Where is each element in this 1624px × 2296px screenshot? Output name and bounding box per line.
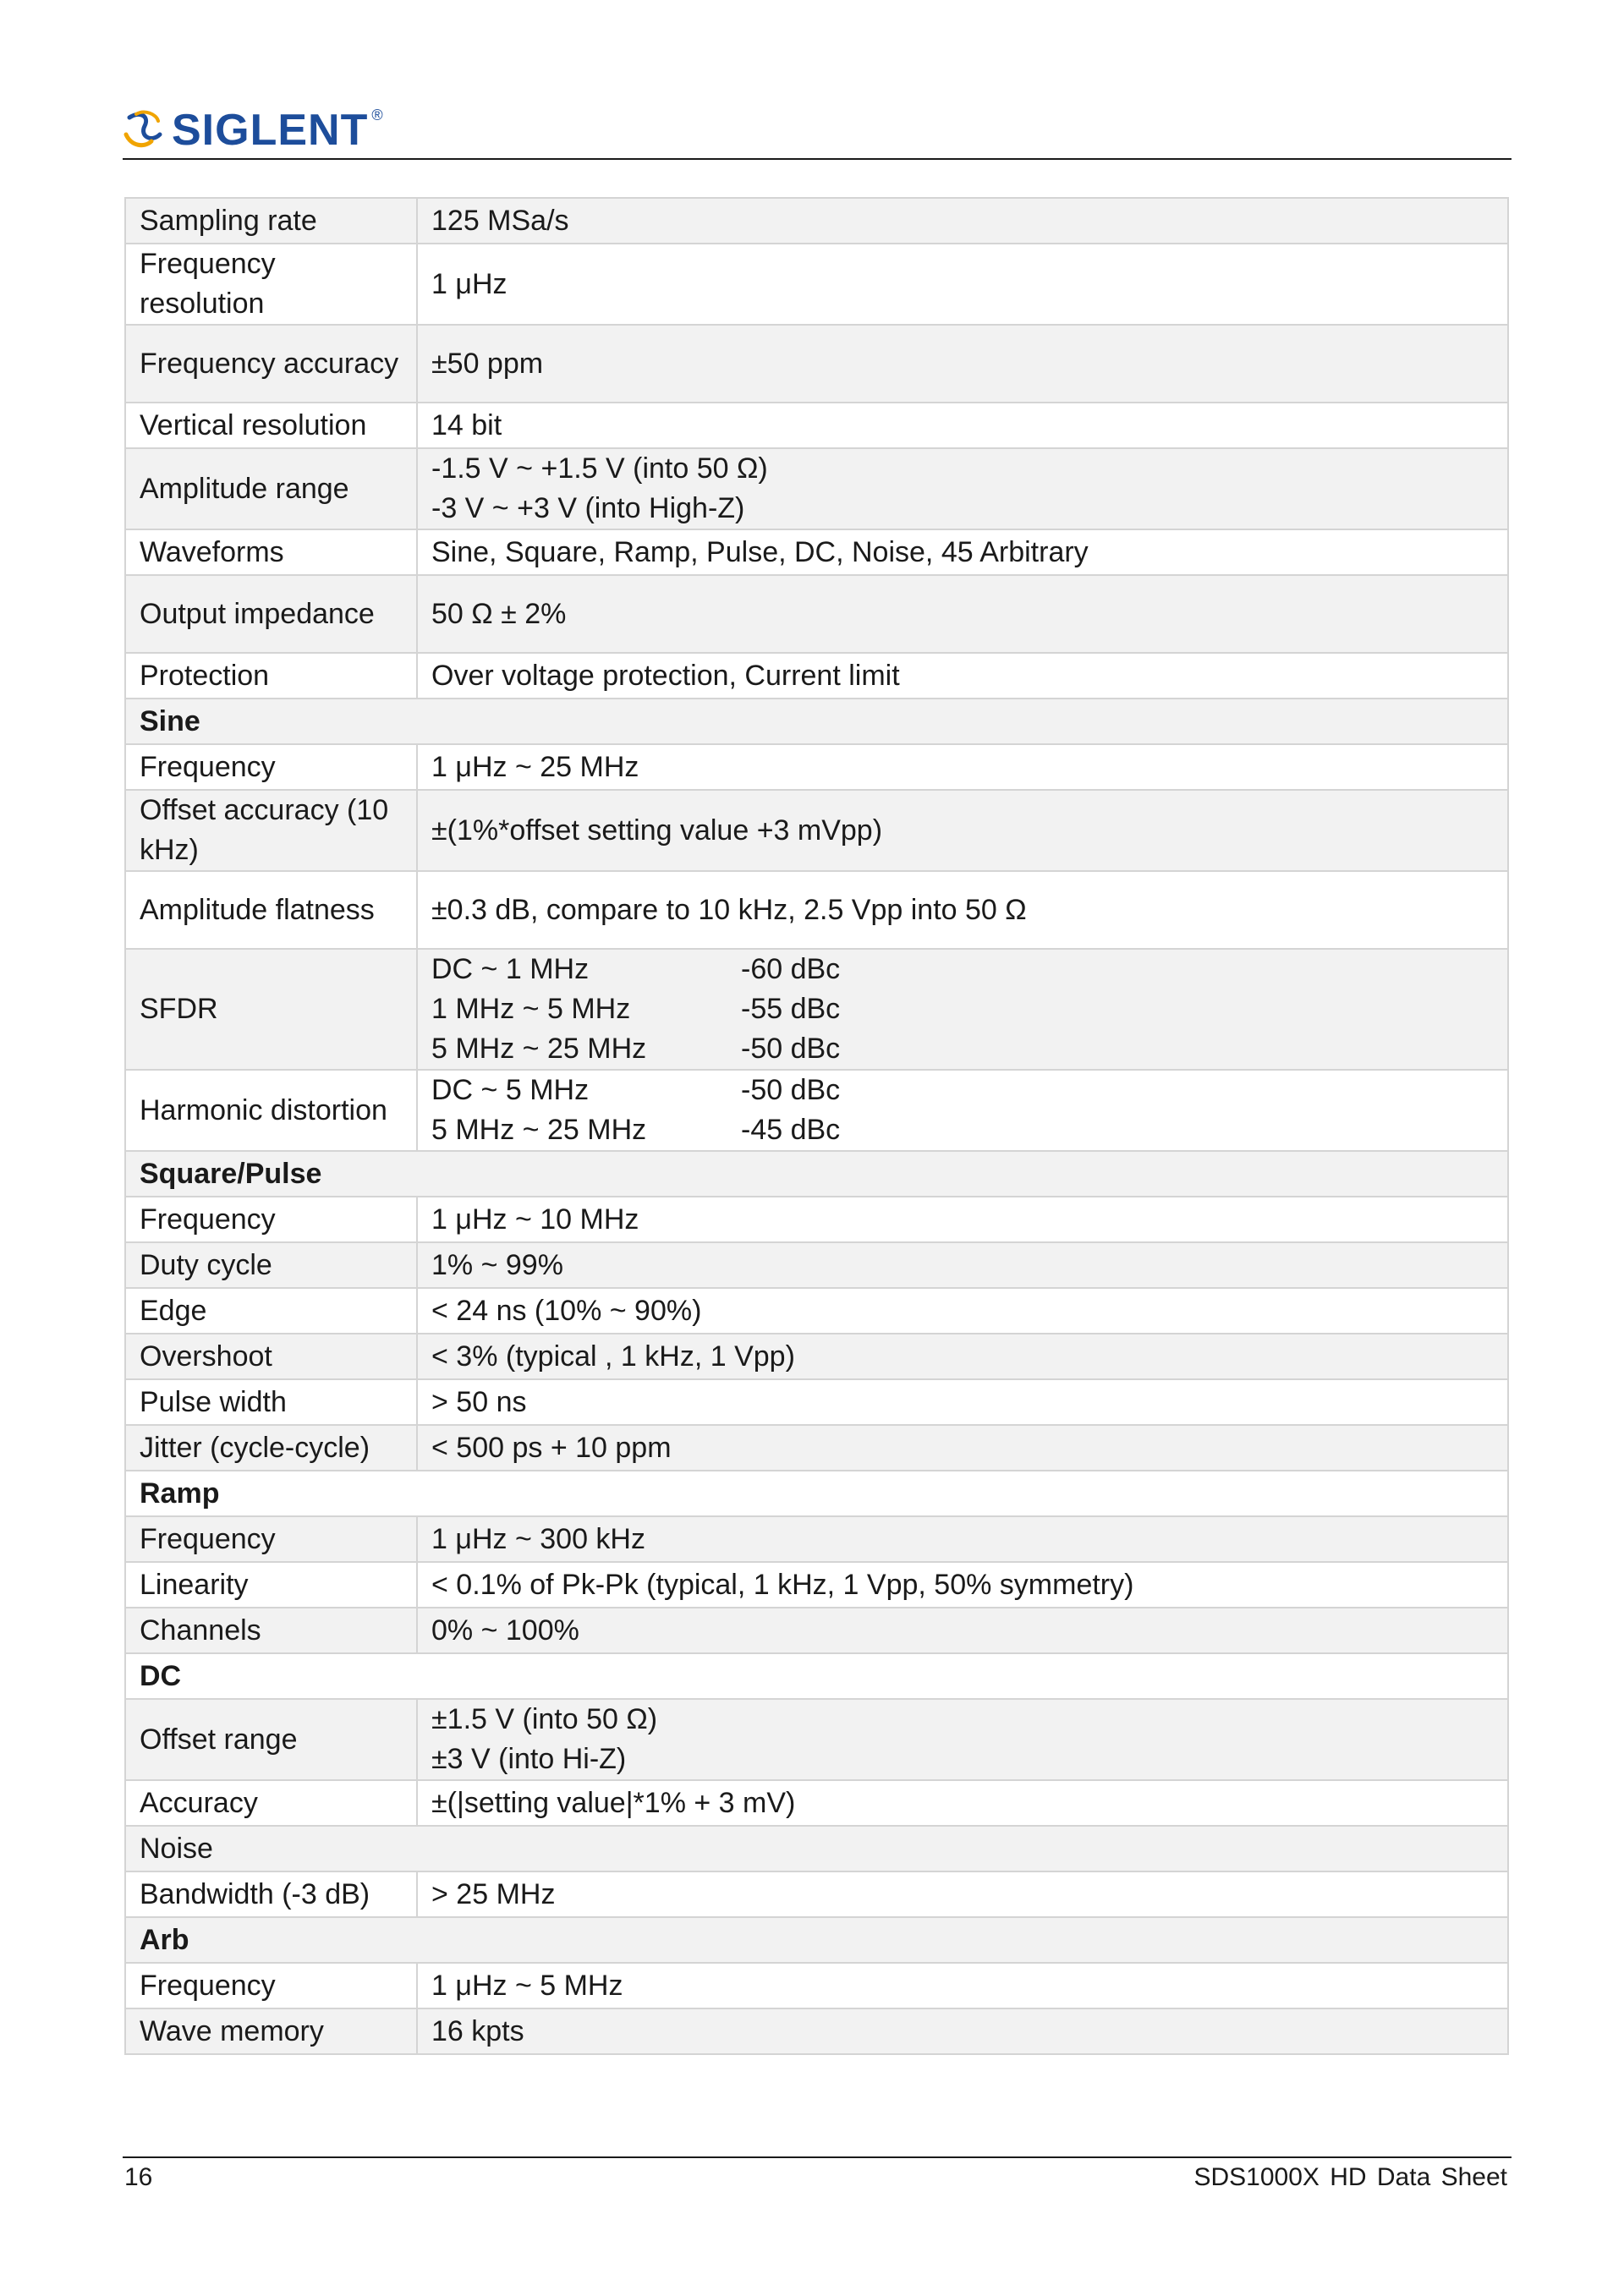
spec-label: Protection xyxy=(125,653,417,699)
registered-mark: ® xyxy=(371,106,383,123)
spec-label: Duty cycle xyxy=(125,1242,417,1288)
section-title: Noise xyxy=(125,1826,1508,1871)
siglent-logo xyxy=(123,106,383,155)
spec-label: Frequency accuracy xyxy=(125,325,417,403)
spec-subrow xyxy=(431,989,1494,1029)
spec-value: 50 Ω ± 2% xyxy=(417,575,1508,653)
spec-label: Frequency resolution xyxy=(125,244,417,325)
section-header-row xyxy=(125,1653,1508,1699)
spec-subrow-range: 1 MHz ~ 5 MHz xyxy=(431,993,631,1025)
spec-value: ±0.3 dB, compare to 10 kHz, 2.5 Vpp into 50 Ω xyxy=(417,871,1508,949)
section-title: DC xyxy=(125,1653,1508,1699)
spec-row xyxy=(125,1288,1508,1334)
spec-value: 1 μHz ~ 300 kHz xyxy=(417,1516,1508,1562)
spec-row xyxy=(125,1334,1508,1379)
spec-row xyxy=(125,1699,1508,1780)
spec-value: Over voltage protection, Current limit xyxy=(417,653,1508,699)
spec-row xyxy=(125,1242,1508,1288)
spec-label: Linearity xyxy=(125,1562,417,1608)
spec-label: Frequency xyxy=(125,1963,417,2008)
spec-row xyxy=(125,653,1508,699)
spec-row xyxy=(125,1516,1508,1562)
spec-value: ±50 ppm xyxy=(417,325,1508,403)
spec-row xyxy=(125,244,1508,325)
spec-value: 1 μHz ~ 10 MHz xyxy=(417,1197,1508,1242)
document-title: SDS1000X HD Data Sheet xyxy=(1193,2163,1507,2191)
spec-row xyxy=(125,871,1508,949)
section-header-row xyxy=(125,1826,1508,1871)
brand-name: SIGLENT xyxy=(172,106,369,155)
section-title: Sine xyxy=(125,699,1508,744)
spec-label: Offset range xyxy=(125,1699,417,1780)
spec-row xyxy=(125,403,1508,448)
spec-row xyxy=(125,1197,1508,1242)
spec-label: Wave memory xyxy=(125,2008,417,2054)
spec-label: Frequency xyxy=(125,1516,417,1562)
spec-row xyxy=(125,1963,1508,2008)
spec-value xyxy=(417,949,1508,1070)
spec-row xyxy=(125,1871,1508,1917)
spec-value: 16 kpts xyxy=(417,2008,1508,2054)
spec-label: Edge xyxy=(125,1288,417,1334)
section-header-row xyxy=(125,699,1508,744)
spec-subrow xyxy=(431,1110,1494,1150)
spec-value: 1 μHz ~ 5 MHz xyxy=(417,1963,1508,2008)
section-title: Arb xyxy=(125,1917,1508,1963)
spec-row xyxy=(125,1780,1508,1826)
spec-row xyxy=(125,325,1508,403)
spec-label: SFDR xyxy=(125,949,417,1070)
spec-table xyxy=(124,197,1509,2055)
spec-row xyxy=(125,529,1508,575)
spec-label: Channels xyxy=(125,1608,417,1653)
spec-value: 14 bit xyxy=(417,403,1508,448)
spec-value: ±(|setting value|*1% + 3 mV) xyxy=(417,1780,1508,1826)
spec-subrow xyxy=(431,1029,1494,1069)
spec-row xyxy=(125,198,1508,244)
spec-value: > 50 ns xyxy=(417,1379,1508,1425)
spec-label: Waveforms xyxy=(125,529,417,575)
spec-value: 0% ~ 100% xyxy=(417,1608,1508,1653)
spec-row xyxy=(125,1070,1508,1151)
spec-row xyxy=(125,790,1508,871)
spec-value-line: -1.5 V ~ +1.5 V (into 50 Ω) xyxy=(431,452,768,485)
spec-label: Overshoot xyxy=(125,1334,417,1379)
spec-value: 1 μHz ~ 25 MHz xyxy=(417,744,1508,790)
spec-row xyxy=(125,575,1508,653)
spec-row xyxy=(125,1425,1508,1471)
spec-label: Amplitude flatness xyxy=(125,871,417,949)
page-number: 16 xyxy=(124,2163,153,2191)
spec-value: Sine, Square, Ramp, Pulse, DC, Noise, 45 Arbitrary xyxy=(417,529,1508,575)
spec-value: 125 MSa/s xyxy=(417,198,1508,244)
spec-label: Accuracy xyxy=(125,1780,417,1826)
section-header-row xyxy=(125,1151,1508,1197)
spec-value: < 3% (typical , 1 kHz, 1 Vpp) xyxy=(417,1334,1508,1379)
spec-value: < 24 ns (10% ~ 90%) xyxy=(417,1288,1508,1334)
spec-value-line: ±1.5 V (into 50 Ω) xyxy=(431,1703,658,1735)
spec-label: Frequency xyxy=(125,744,417,790)
spec-subrow-value: -45 dBc xyxy=(741,1114,841,1146)
spec-label: Amplitude range xyxy=(125,448,417,529)
spec-value xyxy=(417,1070,1508,1151)
footer-rule xyxy=(123,2156,1512,2158)
spec-value-line: ±3 V (into Hi-Z) xyxy=(431,1743,627,1775)
spec-subrow-range: 5 MHz ~ 25 MHz xyxy=(431,1114,647,1146)
spec-value: ±(1%*offset setting value +3 mVpp) xyxy=(417,790,1508,871)
spec-subrow-value: -55 dBc xyxy=(741,993,841,1025)
spec-subrow-value: -50 dBc xyxy=(741,1074,841,1106)
spec-table-body xyxy=(125,198,1508,2054)
spec-label: Vertical resolution xyxy=(125,403,417,448)
spec-subrow-value: -50 dBc xyxy=(741,1033,841,1065)
spec-subrow-range: DC ~ 1 MHz xyxy=(431,953,590,985)
spec-value: < 0.1% of Pk-Pk (typical, 1 kHz, 1 Vpp, 50% symmetry) xyxy=(417,1562,1508,1608)
spec-row xyxy=(125,1379,1508,1425)
spec-subrow xyxy=(431,950,1494,989)
spec-row xyxy=(125,1562,1508,1608)
spec-label: Output impedance xyxy=(125,575,417,653)
spec-label: Bandwidth (-3 dB) xyxy=(125,1871,417,1917)
spec-value xyxy=(417,448,1508,529)
spec-label: Sampling rate xyxy=(125,198,417,244)
spec-subrow-range: DC ~ 5 MHz xyxy=(431,1074,590,1106)
spec-label: Harmonic distortion xyxy=(125,1070,417,1151)
section-header-row xyxy=(125,1471,1508,1516)
spec-label: Frequency xyxy=(125,1197,417,1242)
spec-row xyxy=(125,949,1508,1070)
spec-subrow-range: 5 MHz ~ 25 MHz xyxy=(431,1033,647,1065)
spec-row xyxy=(125,744,1508,790)
spec-label: Jitter (cycle-cycle) xyxy=(125,1425,417,1471)
header-rule xyxy=(123,158,1512,160)
spec-value: 1% ~ 99% xyxy=(417,1242,1508,1288)
spec-row xyxy=(125,448,1508,529)
section-title: Square/Pulse xyxy=(125,1151,1508,1197)
spec-subrow-value: -60 dBc xyxy=(741,953,841,985)
spec-label: Offset accuracy (10 kHz) xyxy=(125,790,417,871)
section-header-row xyxy=(125,1917,1508,1963)
spec-label: Pulse width xyxy=(125,1379,417,1425)
spec-value: 1 μHz xyxy=(417,244,1508,325)
section-title: Ramp xyxy=(125,1471,1508,1516)
spec-row xyxy=(125,1608,1508,1653)
spec-subrow xyxy=(431,1071,1494,1110)
spec-value: > 25 MHz xyxy=(417,1871,1508,1917)
siglent-wave-icon xyxy=(123,109,165,151)
spec-value xyxy=(417,1699,1508,1780)
spec-value: < 500 ps + 10 ppm xyxy=(417,1425,1508,1471)
spec-row xyxy=(125,2008,1508,2054)
spec-value-line: -3 V ~ +3 V (into High-Z) xyxy=(431,492,745,524)
